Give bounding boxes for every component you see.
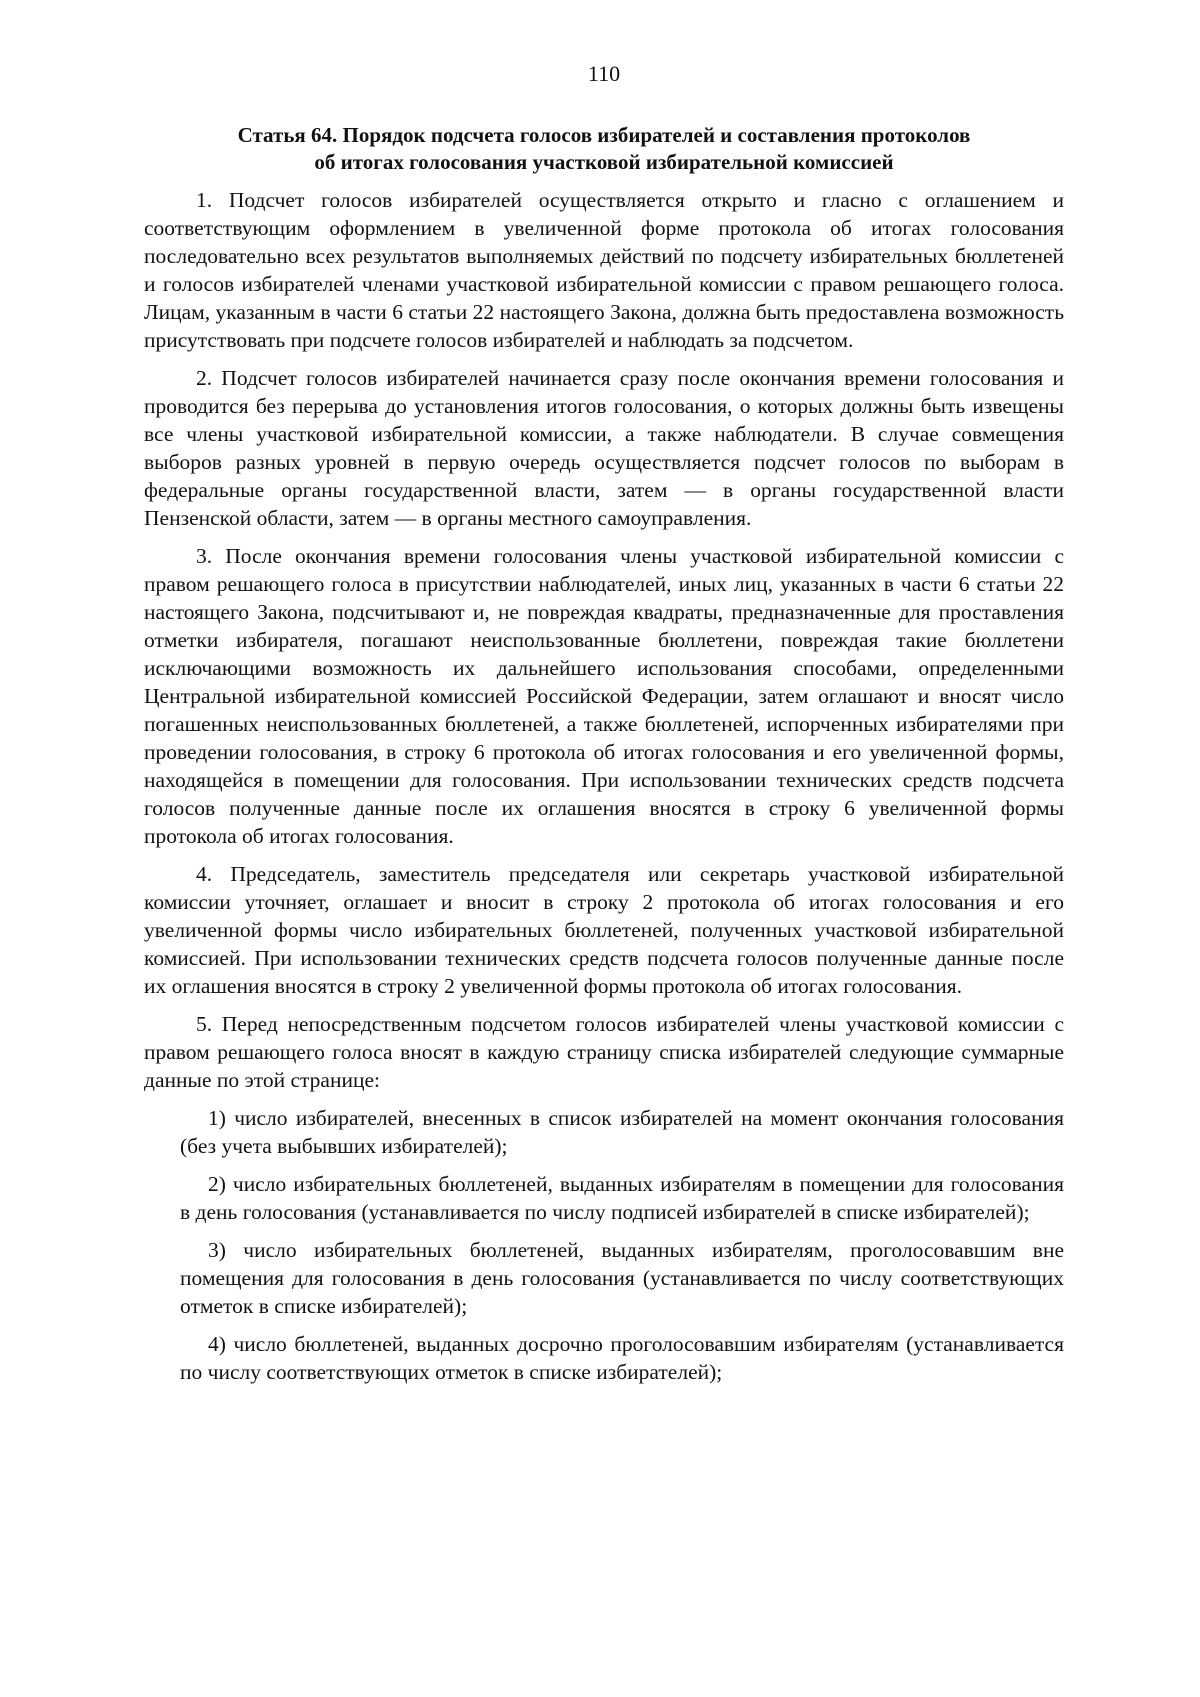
article-title <box>144 122 1064 176</box>
paragraph-4: 4. Председатель, заместитель председателя или секретарь участковой избирательной комиссии уточняет, оглашает и вносит в строку 2 протокола об итогах голосования и его увеличенной формы число избирательных бюллетеней, полученных участковой избирательной комиссией. При использовании технических средств подсчета голосов полученные данные после их оглашения вносятся в строку 2 увеличенной формы протокола об итогах голосования. <box>144 862 1064 998</box>
page-number: 110 <box>587 61 621 86</box>
article-title-line-2: об итогах голосования участковой избирательной комиссией <box>314 150 894 174</box>
list-item-2: 2) число избирательных бюллетеней, выданных избирателям в помещении для голосования в день голосования (устанавливается по числу подписей избирателей в списке избирателей); <box>180 1172 1064 1224</box>
paragraph-2: 2. Подсчет голосов избирателей начинается сразу после окончания времени голосования и проводится без перерыва до установления итогов голосования, о которых должны быть извещены все члены участковой избирательной комиссии, а также наблюдатели. В случае совмещения выборов разных уровней в первую очередь осуществляется подсчет голосов по выборам в федеральные органы государственной власти, затем — в органы государственной власти Пензенской области, затем — в органы местного самоуправления. <box>144 366 1064 530</box>
list-item-1: 1) число избирателей, внесенных в список избирателей на момент окончания голосования (без учета выбывших избирателей); <box>180 1106 1064 1158</box>
paragraph-5: 5. Перед непосредственным подсчетом голосов избирателей члены участковой комиссии с правом решающего голоса вносят в каждую страницу списка избирателей следующие суммарные данные по этой странице: <box>144 1012 1064 1092</box>
list-item-4: 4) число бюллетеней, выданных досрочно проголосовавшим избирателям (устанавливается по числу соответствующих отметок в списке избирателей); <box>180 1332 1064 1384</box>
paragraph-3: 3. После окончания времени голосования члены участковой избирательной комиссии с правом решающего голоса в присутствии наблюдателей, иных лиц, указанных в части 6 статьи 22 настоящего Закона, подсчитывают и, не повреждая квадраты, предназначенные для проставления отметки избирателя, погашают неиспользованные бюллетени, повреждая такие бюллетени исключающими возможность их дальнейшего использования способами, определенными Центральной избирательной комиссией Российской Федерации, затем оглашают и вносят число погашенных неиспользованных бюллетеней, а также бюллетеней, испорченных избирателями при проведении голосования, в строку 6 протокола об итогах голосования и его увеличенной формы, находящейся в помещении для голосования. При использовании технических средств подсчета голосов полученные данные после их оглашения вносятся в строку 6 увеличенной формы протокола об итогах голосования. <box>144 544 1064 848</box>
list-item-3: 3) число избирательных бюллетеней, выданных избирателям, проголосовавшим вне помещения для голосования в день голосования (устанавливается по числу соответствующих отметок в списке избирателей); <box>180 1238 1064 1318</box>
document-page <box>144 60 1064 1396</box>
paragraph-1: 1. Подсчет голосов избирателей осуществляется открыто и гласно с оглашением и соответствующим оформлением в увеличенной форме протокола об итогах голосования последовательно всех результатов выполняемых действий по подсчету избирательных бюллетеней и голосов избирателей членами участковой избирательной комиссии с правом решающего голоса. Лицам, указанным в части 6 статьи 22 настоящего Закона, должна быть предоставлена возможность присутствовать при подсчете голосов избирателей и наблюдать за подсчетом. <box>144 188 1064 352</box>
article-title-line-1: Статья 64. Порядок подсчета голосов избирателей и составления протоколов <box>237 123 971 147</box>
